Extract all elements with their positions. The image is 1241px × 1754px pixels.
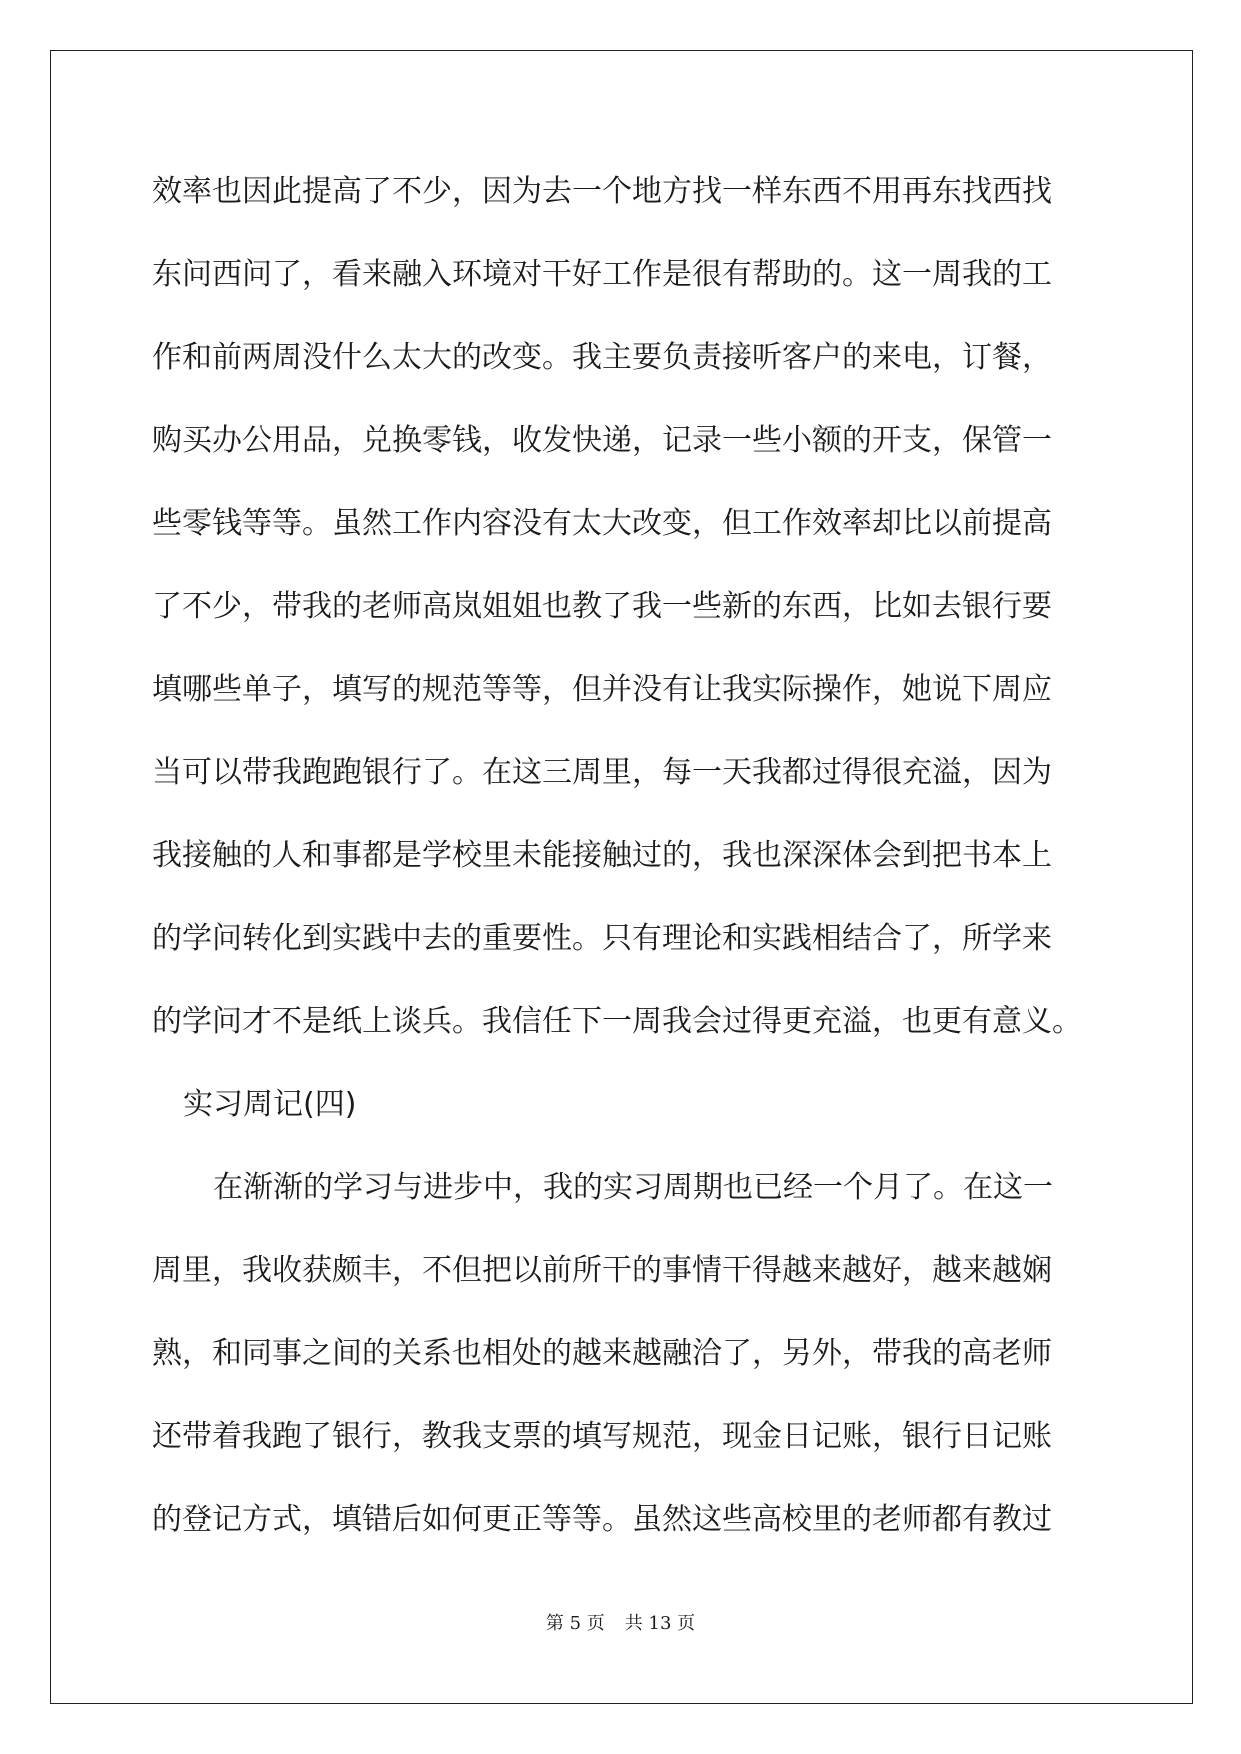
body-line: 我接触的人和事都是学校里未能接触过的，我也深深体会到把书本上 xyxy=(152,838,1052,873)
section-line: 周里，我收获颇丰，不但把以前所干的事情干得越来越好，越来越娴 xyxy=(152,1253,1052,1288)
body-line: 填哪些单子，填写的规范等等，但并没有让我实际操作，她说下周应 xyxy=(152,672,1052,707)
page-footer xyxy=(0,1612,1241,1636)
page-number: 第 5 页 xyxy=(545,1613,605,1634)
body-line: 东问西问了，看来融入环境对干好工作是很有帮助的。这一周我的工 xyxy=(152,257,1052,292)
page-total: 共 13 页 xyxy=(624,1613,696,1634)
section-line: 在渐渐的学习与进步中，我的实习周期也已经一个月了。在这一 xyxy=(213,1170,1053,1205)
section-line: 熟，和同事之间的关系也相处的越来越融洽了，另外，带我的高老师 xyxy=(152,1336,1052,1371)
body-line: 作和前两周没什么太大的改变。我主要负责接听客户的来电，订餐， xyxy=(152,340,1052,375)
body-line: 的学问才不是纸上谈兵。我信任下一周我会过得更充溢，也更有意义。 xyxy=(152,1004,1082,1039)
body-line: 效率也因此提高了不少，因为去一个地方找一样东西不用再东找西找 xyxy=(152,174,1052,209)
section-line: 的登记方式，填错后如何更正等等。虽然这些高校里的老师都有教过 xyxy=(152,1502,1052,1537)
section-line: 还带着我跑了银行，教我支票的填写规范，现金日记账，银行日记账 xyxy=(152,1419,1052,1454)
body-line: 些零钱等等。虽然工作内容没有太大改变，但工作效率却比以前提高 xyxy=(152,506,1052,541)
section-heading: 实习周记(四) xyxy=(183,1087,357,1122)
body-line: 了不少，带我的老师高岚姐姐也教了我一些新的东西，比如去银行要 xyxy=(152,589,1052,624)
body-line: 当可以带我跑跑银行了。在这三周里，每一天我都过得很充溢，因为 xyxy=(152,755,1052,790)
body-line: 的学问转化到实践中去的重要性。只有理论和实践相结合了，所学来 xyxy=(152,921,1052,956)
body-line: 购买办公用品，兑换零钱，收发快递，记录一些小额的开支，保管一 xyxy=(152,423,1052,458)
